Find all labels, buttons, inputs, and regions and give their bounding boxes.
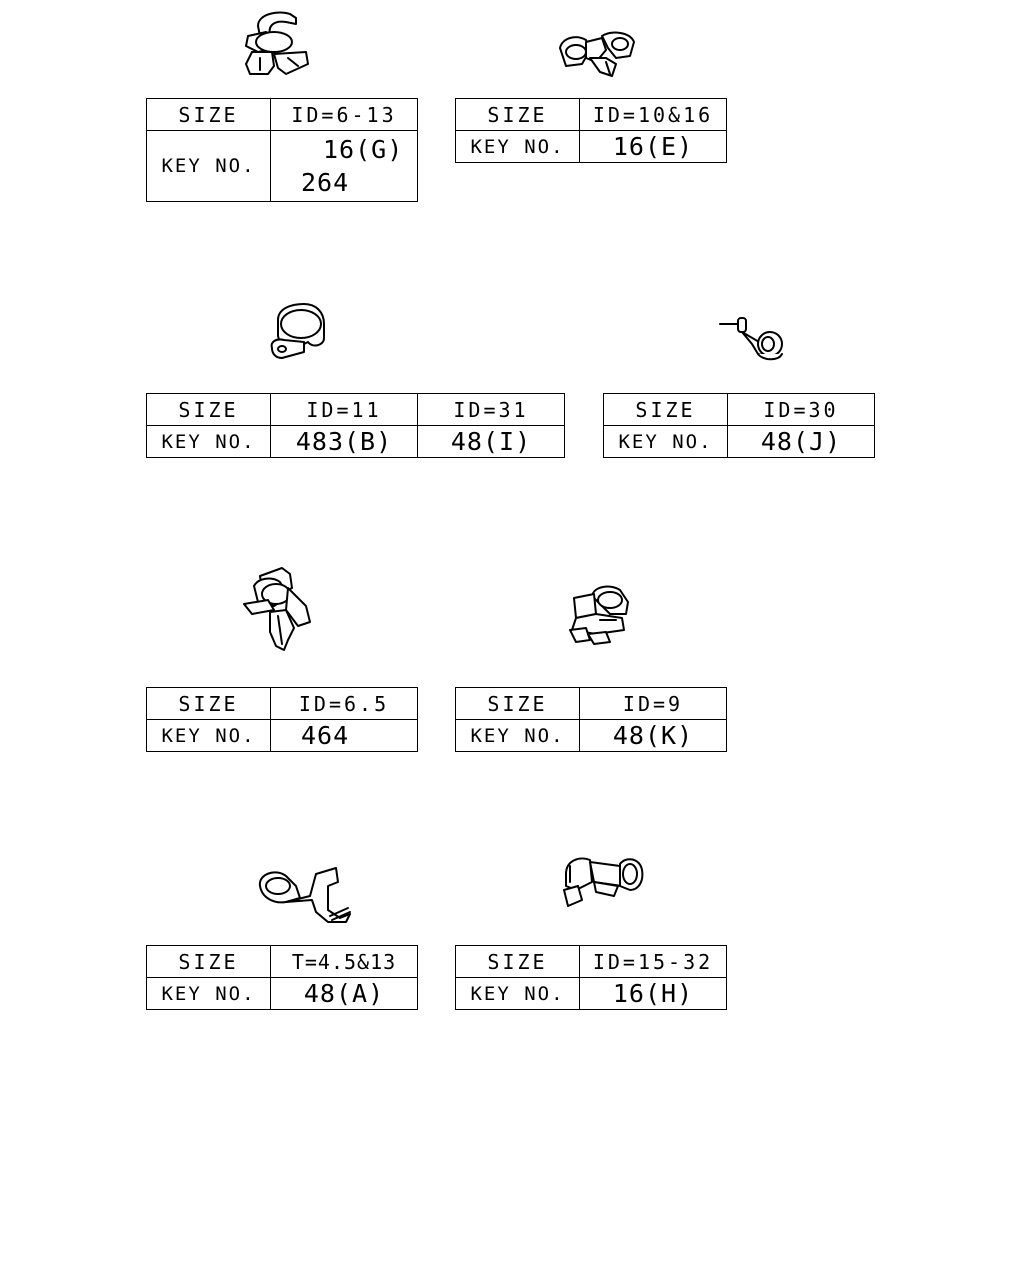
key-no-value: 48(A)	[271, 978, 418, 1010]
p-clamp-icon	[268, 302, 330, 364]
key-no-value-b: 483(B)	[271, 426, 418, 458]
size-value: ID=6-13	[271, 99, 418, 131]
push-clip-icon	[240, 566, 320, 656]
key-no-label: KEY NO.	[147, 720, 271, 752]
key-no-value	[271, 131, 418, 202]
key-no-label: KEY NO.	[456, 131, 580, 163]
clip-k-table	[455, 687, 727, 752]
size-label: SIZE	[456, 946, 580, 978]
flat-bracket-icon	[256, 864, 356, 926]
size-value-b: ID=11	[271, 394, 418, 426]
clip-e-table	[455, 98, 727, 163]
size-label: SIZE	[147, 688, 271, 720]
size-value: ID=10&16	[580, 99, 727, 131]
key-line-2: 264	[301, 168, 350, 197]
clip-j-table	[603, 393, 875, 458]
large-clip-icon	[560, 852, 646, 912]
key-no-value-i: 48(I)	[418, 426, 565, 458]
size-value: ID=15-32	[580, 946, 727, 978]
size-value: ID=6.5	[271, 688, 418, 720]
pin-clamp-icon	[718, 314, 788, 364]
key-no-label: KEY NO.	[147, 978, 271, 1010]
size-label: SIZE	[147, 946, 271, 978]
key-no-value: 464	[271, 720, 418, 752]
circular-clip-icon	[238, 8, 318, 80]
key-no-value: 16(E)	[580, 131, 727, 163]
key-no-value: 48(J)	[728, 426, 875, 458]
clip-a-table	[146, 945, 418, 1010]
size-value: ID=9	[580, 688, 727, 720]
key-no-label: KEY NO.	[604, 426, 728, 458]
key-line-1: 16(G)	[323, 135, 404, 164]
size-label: SIZE	[147, 99, 271, 131]
clip-g-table	[146, 98, 418, 202]
size-value-i: ID=31	[418, 394, 565, 426]
key-no-label: KEY NO.	[147, 131, 271, 202]
size-value: T=4.5&13	[271, 946, 418, 978]
clip-b-i-table	[146, 393, 565, 458]
hose-clip-icon	[566, 584, 634, 646]
clip-464-table	[146, 687, 418, 752]
key-no-label: KEY NO.	[147, 426, 271, 458]
size-label: SIZE	[456, 688, 580, 720]
size-label: SIZE	[456, 99, 580, 131]
key-no-label: KEY NO.	[456, 978, 580, 1010]
size-label: SIZE	[147, 394, 271, 426]
clip-h-table	[455, 945, 727, 1010]
double-clip-icon	[556, 28, 640, 80]
size-label: SIZE	[604, 394, 728, 426]
size-value: ID=30	[728, 394, 875, 426]
key-no-label: KEY NO.	[456, 720, 580, 752]
key-no-value: 16(H)	[580, 978, 727, 1010]
key-no-value: 48(K)	[580, 720, 727, 752]
